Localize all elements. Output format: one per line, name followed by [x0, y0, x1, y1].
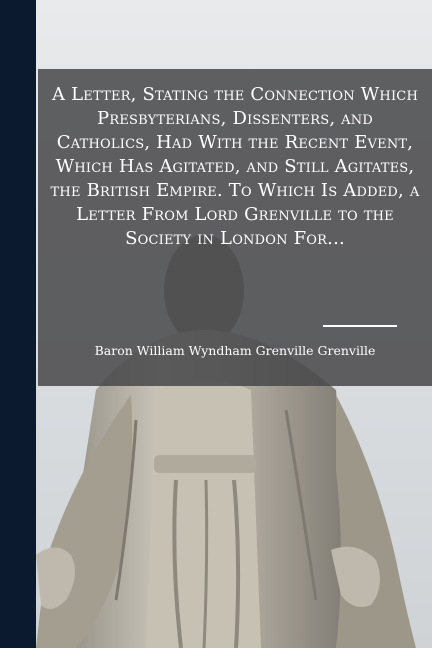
book-author: Baron William Wyndham Grenville Grenville [94, 343, 376, 358]
title-divider [323, 325, 397, 327]
book-title: A Letter, Stating the Connection Which Presbyterians, Dissenters, and Catholics, Had With the Recent Event, Which Has Agitated, and Still Agitates, the British Empire. To Which Is Added, a Letter From Lord Grenville to the Society in London For... [50, 84, 420, 249]
book-spine [0, 0, 36, 648]
title-panel [38, 69, 432, 386]
